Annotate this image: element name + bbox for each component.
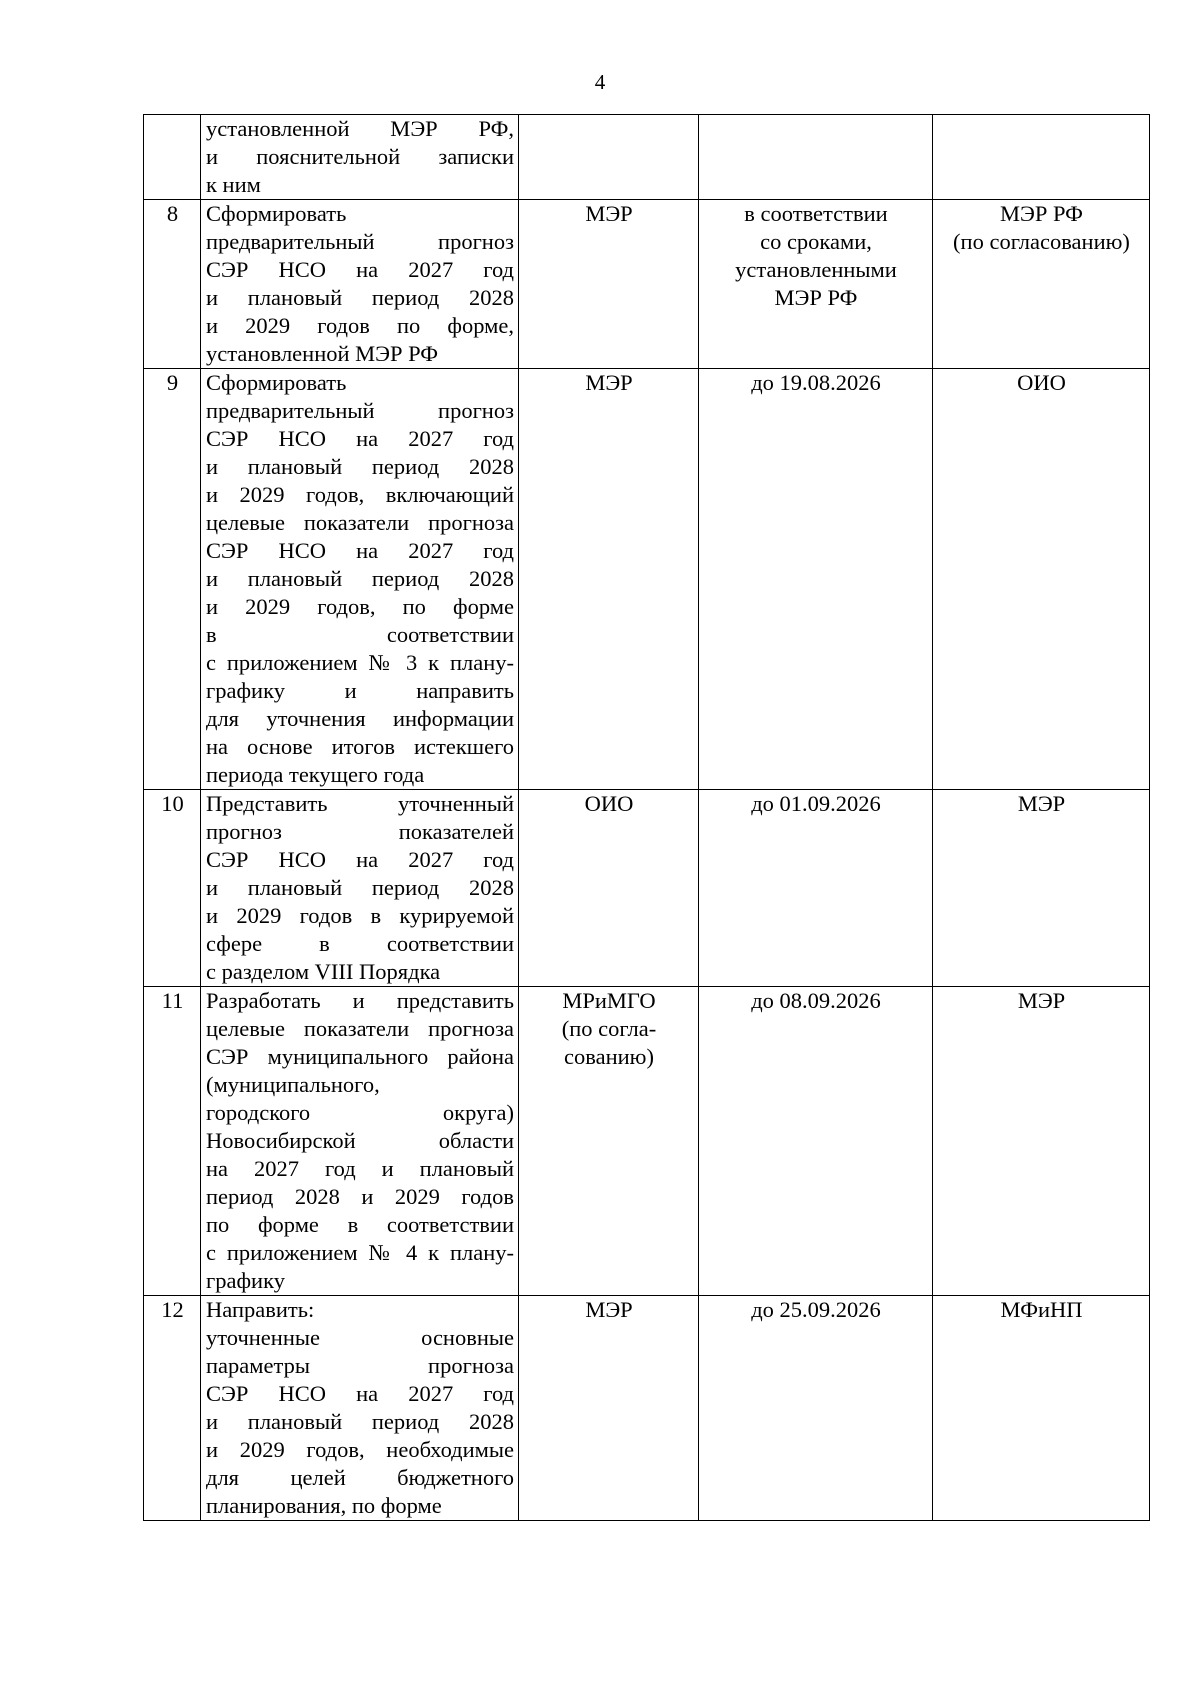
task-line: планирования, по форме: [206, 1493, 442, 1518]
deadline-cell: [699, 369, 933, 790]
recipient-cell: [933, 115, 1150, 200]
deadline-line: МЭР РФ: [774, 285, 858, 310]
table-body: [144, 115, 1150, 1521]
row-number-cell: 10: [144, 790, 201, 987]
task-cell: [201, 115, 519, 200]
task-line: для уточнения информации: [206, 706, 514, 731]
table-row: [144, 115, 1150, 200]
task-line: СЭР НСО на 2027 год: [206, 257, 514, 282]
task-line: предварительный прогноз: [206, 398, 514, 423]
task-line: на основе итогов истекшего: [206, 734, 514, 759]
recipient-line: ОИО: [1017, 370, 1066, 395]
deadline-line: со сроками,: [760, 229, 872, 254]
task-cell: [201, 987, 519, 1296]
table-row: [144, 200, 1150, 369]
row-number-cell: 11: [144, 987, 201, 1296]
task-line: Сформировать: [206, 201, 347, 226]
task-line: целевые показатели прогноза: [206, 510, 514, 535]
recipient-cell: [933, 1296, 1150, 1521]
deadline-line: в соответствии: [744, 201, 888, 226]
task-line: Представить уточненный: [206, 791, 514, 816]
task-cell: [201, 200, 519, 369]
deadline-cell: [699, 115, 933, 200]
task-line: и плановый период 2028: [206, 1409, 514, 1434]
plan-schedule-table: [143, 114, 1150, 1521]
executor-cell: [519, 987, 699, 1296]
task-line: СЭР НСО на 2027 год: [206, 847, 514, 872]
table-row: [144, 1296, 1150, 1521]
executor-cell: [519, 200, 699, 369]
task-line: и 2029 годов, включающий: [206, 482, 514, 507]
deadline-line: до 01.09.2026: [751, 791, 881, 816]
task-cell: [201, 369, 519, 790]
executor-cell: [519, 369, 699, 790]
task-line: предварительный прогноз: [206, 229, 514, 254]
task-line: сфере в соответствии: [206, 931, 514, 956]
executor-line: МЭР: [585, 201, 633, 226]
task-line: графику и направить: [206, 678, 514, 703]
deadline-cell: [699, 1296, 933, 1521]
task-line: СЭР муниципального района: [206, 1044, 514, 1069]
executor-line: сованию): [564, 1044, 654, 1069]
task-line: (муниципального,: [206, 1072, 380, 1097]
deadline-line: до 25.09.2026: [751, 1297, 881, 1322]
task-line: СЭР НСО на 2027 год: [206, 1381, 514, 1406]
row-number-cell: 12: [144, 1296, 201, 1521]
deadline-line: установленными: [735, 257, 897, 282]
task-line: и плановый период 2028: [206, 454, 514, 479]
deadline-line: до 19.08.2026: [751, 370, 881, 395]
deadline-cell: [699, 987, 933, 1296]
task-line: Разработать и представить: [206, 988, 514, 1013]
executor-line: (по согла-: [561, 1016, 657, 1041]
task-line: установленной МЭР РФ,: [206, 116, 514, 141]
recipient-line: МФиНП: [1000, 1297, 1083, 1322]
task-line: с приложением № 4 к плану-: [206, 1240, 514, 1265]
page-number: 4: [594, 70, 606, 94]
task-line: и 2029 годов в курируемой: [206, 903, 514, 928]
recipient-line: (по согласованию): [953, 229, 1130, 254]
recipient-cell: [933, 790, 1150, 987]
executor-cell: [519, 115, 699, 200]
deadline-cell: [699, 790, 933, 987]
task-line: прогноз показателей: [206, 819, 514, 844]
task-line: на 2027 год и плановый: [206, 1156, 514, 1181]
deadline-cell: [699, 200, 933, 369]
executor-line: ОИО: [584, 791, 634, 816]
executor-line: МЭР: [585, 370, 633, 395]
recipient-line: МЭР РФ: [1000, 201, 1083, 226]
task-line: Направить:: [206, 1297, 315, 1322]
task-line: с разделом VIII Порядка: [206, 959, 441, 984]
row-number-cell: [144, 115, 201, 200]
task-line: с приложением № 3 к плану-: [206, 650, 514, 675]
task-line: и 2029 годов по форме,: [206, 313, 514, 338]
task-line: установленной МЭР РФ: [206, 341, 439, 366]
task-line: графику: [206, 1268, 285, 1293]
recipient-line: МЭР: [1017, 791, 1066, 816]
task-line: СЭР НСО на 2027 год: [206, 426, 514, 451]
task-line: для целей бюджетного: [206, 1465, 514, 1490]
table-row: [144, 790, 1150, 987]
task-line: Новосибирской области: [206, 1128, 514, 1153]
task-cell: [201, 790, 519, 987]
task-line: и пояснительной записки: [206, 144, 514, 169]
recipient-cell: [933, 987, 1150, 1296]
recipient-cell: [933, 200, 1150, 369]
task-line: и 2029 годов, по форме: [206, 594, 514, 619]
task-line: и плановый период 2028: [206, 566, 514, 591]
task-line: к ним: [206, 172, 261, 197]
task-line: периода текущего года: [206, 762, 425, 787]
task-line: и 2029 годов, необходимые: [206, 1437, 514, 1462]
task-line: СЭР НСО на 2027 год: [206, 538, 514, 563]
deadline-line: до 08.09.2026: [751, 988, 881, 1013]
task-line: в соответствии: [206, 622, 514, 647]
executor-line: МРиМГО: [562, 988, 656, 1013]
task-line: параметры прогноза: [206, 1353, 514, 1378]
recipient-cell: [933, 369, 1150, 790]
task-line: городского округа): [206, 1100, 514, 1125]
task-line: период 2028 и 2029 годов: [206, 1184, 514, 1209]
executor-cell: [519, 1296, 699, 1521]
row-number-cell: 9: [144, 369, 201, 790]
table-row: [144, 369, 1150, 790]
executor-line: МЭР: [585, 1297, 633, 1322]
row-number-cell: 8: [144, 200, 201, 369]
task-line: целевые показатели прогноза: [206, 1016, 514, 1041]
executor-cell: [519, 790, 699, 987]
task-line: и плановый период 2028: [206, 285, 514, 310]
task-cell: [201, 1296, 519, 1521]
recipient-line: МЭР: [1017, 988, 1066, 1013]
task-line: Сформировать: [206, 370, 347, 395]
task-line: по форме в соответствии: [206, 1212, 514, 1237]
task-line: и плановый период 2028: [206, 875, 514, 900]
table-row: [144, 987, 1150, 1296]
task-line: уточненные основные: [206, 1325, 514, 1350]
